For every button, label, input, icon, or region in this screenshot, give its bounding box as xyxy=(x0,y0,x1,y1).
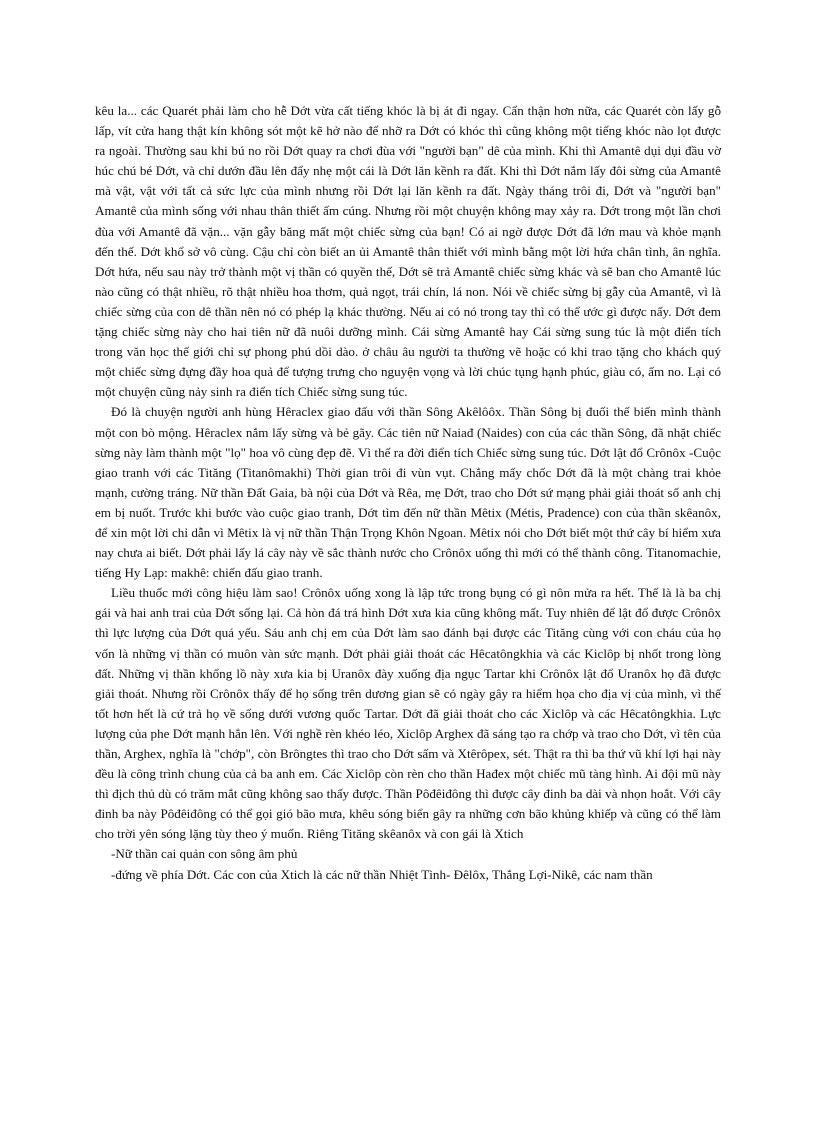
document-body xyxy=(95,101,721,885)
paragraph-1: kêu la... các Quarét phải làm cho hễ Dớt vừa cất tiếng khóc là bị át đi ngay. Cẩn thận hơn nữa, các Quarét còn lấy gỗ lấp, vít cửa hang thật kín không sót một kẽ hở nào để nhỡ ra Dớt có khóc thì cũng không một tiếng khóc nào lọt được ra ngoài. Thường sau khi bú no rồi Dớt quay ra chơi đùa với "người bạn" dê của mình. Khi thì Amantê dụi dụi đầu vờ húc chú bé Dớt, và chỉ dướn đầu lên đẩy nhẹ một cái là Dớt lăn kềnh ra đất. Khi thì Dớt nắm lấy đôi sừng của Amantê mà vật, vật với tất cả sức lực của mình nhưng rồi Dớt lại lăn kềnh ra đất. Ngày tháng trôi đi, Dớt và "người bạn" Amantê của mình sống với nhau thân thiết ấm cúng. Nhưng rồi một chuyện không may xảy ra. Dớt trong một lần chơi đùa với Amantê đã vặn... vặn gẫy băng mất một chiếc sừng của bạn! Có ai ngờ được Dớt đã lớn mau và khỏe mạnh đến thế. Dớt khổ sở vô cùng. Cậu chỉ còn biết an ủi Amantê thân thiết với mình bằng một lời hứa chân tình, ân nghĩa. Dớt hứa, nếu sau này trở thành một vị thần có quyền thế, Dớt sẽ trả Amantê chiếc sừng khác và sẽ ban cho Amantê lúc nào cũng có thật nhiều, rõ thật nhiều hoa thơm, quả ngọt, trái chín, lá non. Nói về chiếc sừng bị gẫy của Amantê, vì là chiếc sừng của con dê thần nên nó có phép lạ khác thường. Nếu ai có nó trong tay thì có thể ước gì được nấy. Dớt đem tặng chiếc sừng này cho hai tiên nữ đã nuôi dưỡng mình. Cái sừng Amantê hay Cái sừng sung túc là một điển tích trong văn học thế giới chỉ sự phong phú dồi dào. ở châu âu người ta thường vẽ hoặc có khi trao tặng cho khách quý một chiếc sừng đựng đầy hoa quả để tượng trưng cho nguyện vọng và lời chúc tụng hạnh phúc, giàu có, ấm no. Lại có một chuyện cũng nảy sinh ra điển tích Chiếc sừng sung túc. xyxy=(95,103,721,400)
paragraph-3: Liều thuốc mới công hiệu làm sao! Crônôx uống xong là lập tức trong bụng có gì nôn mửa ra hết. Thế là là ba chị gái và hai anh trai của Dớt sống lại. Cả hòn đá trá hình Dớt xưa kia cũng không mất. Tuy nhiên để lật đổ được Crônôx thì lực lượng của Dớt quá yếu. Sáu anh chị em của Dớt làm sao đánh bại được các Tităng cùng với con cháu của họ vốn là những vị thần có muôn vàn sức mạnh. Dớt phải giải thoát các Hêcatôngkhia và các Kiclôp bị nhốt trong lòng đất. Những vị thần khổng lồ này xưa kia bị Uranôx đày xuống địa ngục Tartar khi Crônôx lật đổ Uranôx họ đã được giải thoát. Nhưng rồi Crônôx thấy để họ sống trên dương gian sẽ có ngày gây ra hiểm họa cho địa vị của mình, vì thế tốt hơn hết là cứ trả họ về sống dưới vương quốc Tartar. Dớt đã giải thoát cho các Xiclôp và các Hêcatôngkhia. Lực lượng của phe Dớt mạnh hẳn lên. Với nghề rèn khéo léo, Xiclôp Arghex đã sáng tạo ra chớp và trao cho Dớt, vì tên của thần, Arghex, nghĩa là "chớp", còn Brôngtes thì trao cho Dớt sấm và Xtêrôpex, sét. Thật ra thì ba thứ vũ khí lợi hại này đều là công trình chung của cả ba anh em. Các Xiclôp còn rèn cho thần Hađex một chiếc mũ tàng hình. Ai đội mũ này thì địch thủ dù có trăm mắt cũng không sao thấy được. Thần Pôđêiđông thì được cây đinh ba dài và nhọn hoắt. Với cây đinh ba này Pôđêiđông có thể gọi gió bão mưa, khêu sóng biển gây ra những cơn bão khủng khiếp và cũng có thể làm cho trời yên sóng lặng tùy theo ý muốn. Riêng Tităng skêanôx và con gái là Xtich xyxy=(95,585,721,842)
paragraph-5: -đứng về phía Dớt. Các con của Xtich là các nữ thần Nhiệt Tình- Đêlôx, Thắng Lợi-Nikê, các nam thần xyxy=(111,866,653,882)
paragraph-4: -Nữ thần cai quản con sông âm phủ xyxy=(111,846,298,862)
paragraph-2: Đó là chuyện người anh hùng Hêraclex giao đấu với thần Sông Akêlôôx. Thần Sông bị đuối thế biến mình thành một con bò mộng. Hêraclex nắm lấy sừng và bẻ gãy. Các tiên nữ Naiađ (Naides) con của các thần Sông, đã nhặt chiếc sừng này làm thành một "lọ" hoa vô cùng đẹp đẽ. Vì thế ra đời điển tích Chiếc sừng sung túc. Dớt lật đổ Crônôx -Cuộc giao tranh với các Tităng (Titanômakhi) Thời gian trôi đi vùn vụt. Chẳng mấy chốc Dớt đã là một chàng trai khỏe mạnh, cường tráng. Nữ thần Đất Gaia, bà nội của Dớt và Rêa, mẹ Dớt, trao cho Dớt sứ mạng phải giải thoát số anh chị em bị nuốt. Trước khi bước vào cuộc giao tranh, Dớt tìm đến nữ thần Mêtix (Métis, Pradence) con của thần skêanôx, để xin một lời chỉ dẫn vì Mêtix là vị nữ thần Thận Trọng Khôn Ngoan. Mêtix nói cho Dớt biết một thứ cây bí hiểm xưa nay chưa ai biết. Dớt phải lấy lá cây này về sắc thành nước cho Crônôx uống thì mới có thể thành công. Titanomachie, tiếng Hy Lạp: makhê: chiến đấu giao tranh. xyxy=(95,404,721,581)
